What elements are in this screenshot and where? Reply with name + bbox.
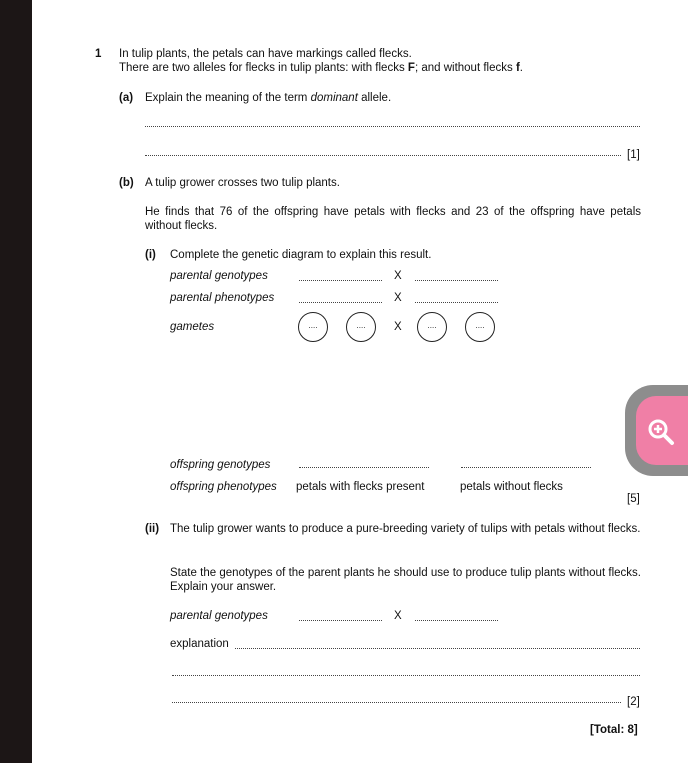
zoom-widget <box>625 385 688 476</box>
part-b-ii-label: (ii) <box>145 523 160 535</box>
part-b-i-question: Complete the genetic diagram to explain this result. <box>170 249 432 261</box>
pure-breeding-genotype-1-line[interactable] <box>299 620 382 621</box>
part-a-question: Explain the meaning of the term dominant allele. <box>145 92 392 104</box>
total-marks: [Total: 8] <box>590 724 638 736</box>
gamete-circle[interactable]: .... <box>298 312 328 342</box>
parental-genotypes-label: parental genotypes <box>170 610 268 622</box>
zoom-in-icon <box>646 417 676 447</box>
offspring-genotype-1-line[interactable] <box>299 467 429 468</box>
part-a-marks: [1] <box>627 149 640 161</box>
answer-line-a2[interactable] <box>145 155 621 156</box>
offspring-phenotype-1: petals with flecks present <box>296 481 425 493</box>
part-b-finding: He finds that 76 of the offspring have petals with flecks and 23 of the offspring have petals without flecks. <box>145 206 641 232</box>
offspring-genotypes-label: offspring genotypes <box>170 459 271 471</box>
part-b-ii-marks: [2] <box>627 696 640 708</box>
offspring-phenotype-2: petals without flecks <box>460 481 563 493</box>
offspring-phenotypes-label: offspring phenotypes <box>170 481 277 493</box>
part-a-label: (a) <box>119 92 134 104</box>
parental-phenotype-1-line[interactable] <box>299 302 382 303</box>
gamete-circle[interactable]: .... <box>346 312 376 342</box>
intro-line-1: In tulip plants, the petals can have markings called flecks. <box>119 48 412 60</box>
offspring-genotype-2-line[interactable] <box>461 467 591 468</box>
parental-genotype-1-line[interactable] <box>299 280 382 281</box>
pure-breeding-genotype-2-line[interactable] <box>415 620 498 621</box>
part-b-i-label: (i) <box>145 249 156 261</box>
explanation-label: explanation <box>170 638 229 650</box>
cross-symbol: X <box>394 321 402 333</box>
part-b-ii-question: The tulip grower wants to produce a pure-breeding variety of tulips with petals without flecks. <box>170 523 641 535</box>
part-b-ii-instruction: State the genotypes of the parent plants he should use to produce tulip plants without flecks. Explain your answer. <box>170 567 641 593</box>
parental-genotype-2-line[interactable] <box>415 280 498 281</box>
cross-symbol: X <box>394 292 402 304</box>
zoom-button[interactable] <box>636 396 688 465</box>
cross-symbol: X <box>394 270 402 282</box>
parental-phenotype-2-line[interactable] <box>415 302 498 303</box>
explanation-line-1[interactable] <box>235 648 640 649</box>
cross-symbol: X <box>394 610 402 622</box>
part-b-question: A tulip grower crosses two tulip plants. <box>145 177 340 189</box>
explanation-line-3[interactable] <box>172 702 621 703</box>
part-b-i-marks: [5] <box>627 493 640 505</box>
parental-phenotypes-label: parental phenotypes <box>170 292 275 304</box>
intro-line-2: There are two alleles for flecks in tulip plants: with flecks F; and without flecks f. <box>119 62 523 74</box>
question-number: 1 <box>95 48 102 60</box>
answer-line-a1[interactable] <box>145 126 640 127</box>
part-b-label: (b) <box>119 177 134 189</box>
gametes-label: gametes <box>170 321 215 333</box>
gamete-circle[interactable]: .... <box>417 312 447 342</box>
parental-genotypes-label: parental genotypes <box>170 270 268 282</box>
left-dark-margin <box>0 0 32 763</box>
gamete-circle[interactable]: .... <box>465 312 495 342</box>
explanation-line-2[interactable] <box>172 675 640 676</box>
